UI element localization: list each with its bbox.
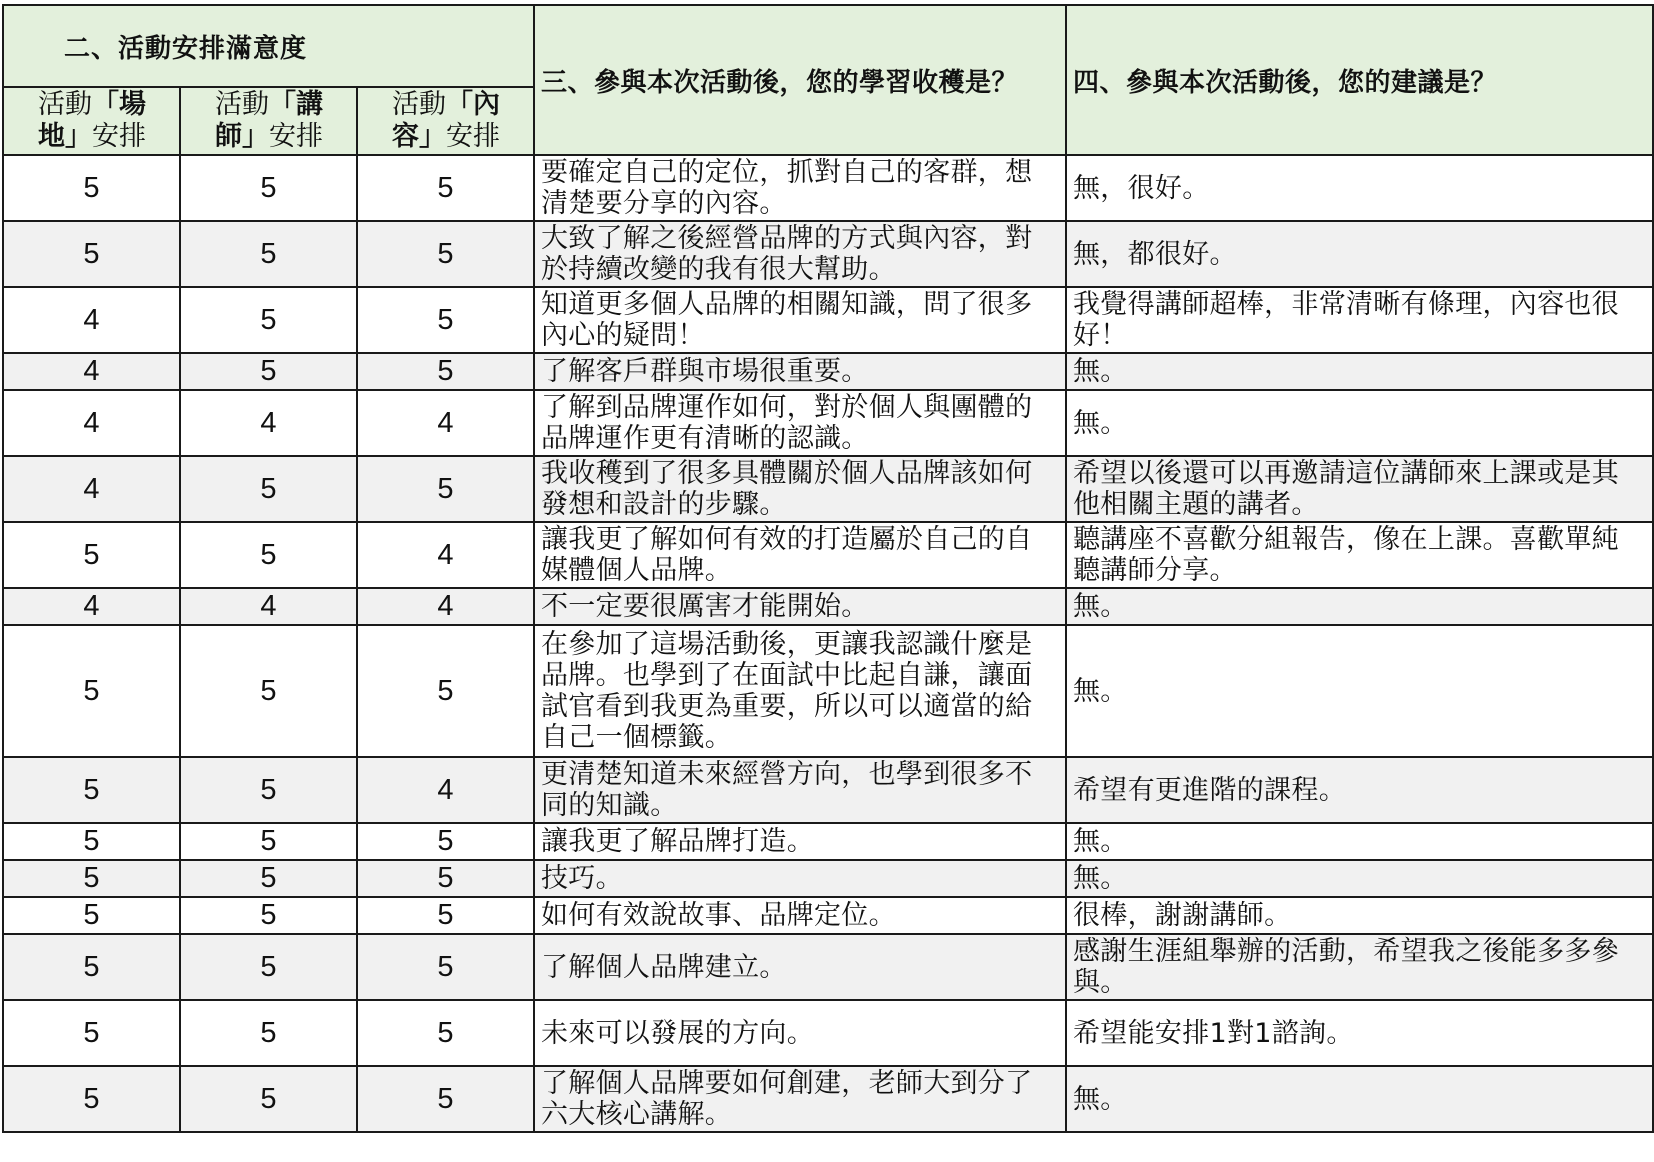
- lecturer-score-cell[interactable]: 5: [180, 757, 357, 823]
- table-row: [3, 934, 1653, 1000]
- table-row: [3, 757, 1653, 823]
- venue-score-cell[interactable]: 4: [3, 287, 180, 353]
- table-row: [3, 625, 1653, 757]
- learning-gain-cell[interactable]: 了解客戶群與市場很重要。: [534, 353, 1066, 390]
- lecturer-score-cell[interactable]: 5: [180, 155, 357, 221]
- learning-gain-cell[interactable]: 了解個人品牌建立。: [534, 934, 1066, 1000]
- learning-gain-cell[interactable]: 未來可以發展的方向。: [534, 1000, 1066, 1066]
- content-score-cell[interactable]: 5: [357, 221, 534, 287]
- content-score-cell[interactable]: 4: [357, 588, 534, 625]
- venue-score-cell[interactable]: 5: [3, 1066, 180, 1132]
- learning-gain-cell[interactable]: 讓我更了解如何有效的打造屬於自己的自媒體個人品牌。: [534, 522, 1066, 588]
- venue-score-cell[interactable]: 5: [3, 860, 180, 897]
- learning-gain-cell[interactable]: 如何有效說故事、品牌定位。: [534, 897, 1066, 934]
- suggestion-cell[interactable]: 無。: [1066, 588, 1653, 625]
- venue-score-cell[interactable]: 4: [3, 353, 180, 390]
- learning-gain-cell[interactable]: 要確定自己的定位，抓對自己的客群，想清楚要分享的內容。: [534, 155, 1066, 221]
- lecturer-score-cell[interactable]: 5: [180, 353, 357, 390]
- lecturer-score-cell[interactable]: 5: [180, 221, 357, 287]
- content-score-cell[interactable]: 5: [357, 1000, 534, 1066]
- venue-score-cell[interactable]: 5: [3, 897, 180, 934]
- table-row: [3, 456, 1653, 522]
- content-column-header[interactable]: [357, 87, 534, 155]
- lecturer-score-cell[interactable]: 5: [180, 625, 357, 757]
- venue-score-cell[interactable]: 4: [3, 588, 180, 625]
- satisfaction-group-header[interactable]: 二、活動安排滿意度: [3, 5, 534, 87]
- venue-score-cell[interactable]: 5: [3, 221, 180, 287]
- suggestion-cell[interactable]: 希望以後還可以再邀請這位講師來上課或是其他相關主題的講者。: [1066, 456, 1653, 522]
- suggestion-cell[interactable]: 聽講座不喜歡分組報告，像在上課。喜歡單純聽講師分享。: [1066, 522, 1653, 588]
- content-score-cell[interactable]: 5: [357, 287, 534, 353]
- content-score-cell[interactable]: 5: [357, 897, 534, 934]
- table-row: [3, 353, 1653, 390]
- venue-score-cell[interactable]: 5: [3, 155, 180, 221]
- venue-score-cell[interactable]: 5: [3, 757, 180, 823]
- content-header-prefix: 活動: [392, 89, 446, 120]
- table-row: [3, 897, 1653, 934]
- venue-header-suffix: 安排: [92, 121, 146, 152]
- lecturer-score-cell[interactable]: 4: [180, 390, 357, 456]
- content-score-cell[interactable]: 4: [357, 390, 534, 456]
- content-score-cell[interactable]: 5: [357, 934, 534, 1000]
- content-score-cell[interactable]: 5: [357, 456, 534, 522]
- lecturer-score-cell[interactable]: 4: [180, 588, 357, 625]
- lecturer-score-cell[interactable]: 5: [180, 287, 357, 353]
- suggestion-cell[interactable]: 無，都很好。: [1066, 221, 1653, 287]
- venue-header-prefix: 活動: [38, 89, 92, 120]
- table-row: [3, 287, 1653, 353]
- suggestion-cell[interactable]: 感謝生涯組舉辦的活動，希望我之後能多多參與。: [1066, 934, 1653, 1000]
- learning-gain-cell[interactable]: 知道更多個人品牌的相關知識，問了很多內心的疑問！: [534, 287, 1066, 353]
- suggestion-header[interactable]: 四、參與本次活動後，您的建議是？: [1066, 5, 1653, 155]
- venue-header-keyword: 「場地」: [38, 89, 146, 152]
- venue-score-cell[interactable]: 5: [3, 522, 180, 588]
- content-score-cell[interactable]: 5: [357, 353, 534, 390]
- learning-gain-cell[interactable]: 在參加了這場活動後，更讓我認識什麼是品牌。也學到了在面試中比起自謙，讓面試官看到我更為重要，所以可以適當的給自己一個標籤。: [534, 625, 1066, 757]
- table-row: [3, 588, 1653, 625]
- suggestion-cell[interactable]: 無，很好。: [1066, 155, 1653, 221]
- content-score-cell[interactable]: 5: [357, 823, 534, 860]
- lecturer-header-prefix: 活動: [215, 89, 269, 120]
- learning-gain-cell[interactable]: 更清楚知道未來經營方向，也學到很多不同的知識。: [534, 757, 1066, 823]
- suggestion-cell[interactable]: 希望能安排1對1諮詢。: [1066, 1000, 1653, 1066]
- suggestion-cell[interactable]: 無。: [1066, 823, 1653, 860]
- table-row: [3, 390, 1653, 456]
- lecturer-column-header[interactable]: [180, 87, 357, 155]
- table-row: [3, 823, 1653, 860]
- lecturer-header-suffix: 安排: [269, 121, 323, 152]
- lecturer-score-cell[interactable]: 5: [180, 934, 357, 1000]
- lecturer-score-cell[interactable]: 5: [180, 522, 357, 588]
- content-score-cell[interactable]: 5: [357, 625, 534, 757]
- learning-gain-cell[interactable]: 了解到品牌運作如何，對於個人與團體的品牌運作更有清晰的認識。: [534, 390, 1066, 456]
- lecturer-header-keyword: 「講師」: [215, 89, 323, 152]
- content-score-cell[interactable]: 4: [357, 522, 534, 588]
- lecturer-score-cell[interactable]: 5: [180, 456, 357, 522]
- survey-sheet: [2, 4, 1652, 1133]
- learning-gain-cell[interactable]: 不一定要很厲害才能開始。: [534, 588, 1066, 625]
- learning-gain-cell[interactable]: 我收穫到了很多具體關於個人品牌該如何發想和設計的步驟。: [534, 456, 1066, 522]
- lecturer-score-cell[interactable]: 5: [180, 897, 357, 934]
- suggestion-cell[interactable]: 無。: [1066, 1066, 1653, 1132]
- venue-score-cell[interactable]: 5: [3, 823, 180, 860]
- table-row: [3, 1066, 1653, 1132]
- suggestion-cell[interactable]: 無。: [1066, 860, 1653, 897]
- venue-score-cell[interactable]: 5: [3, 625, 180, 757]
- table-row: [3, 522, 1653, 588]
- table-row: [3, 860, 1653, 897]
- table-row: [3, 221, 1653, 287]
- content-header-suffix: 安排: [446, 121, 500, 152]
- venue-score-cell[interactable]: 5: [3, 1000, 180, 1066]
- suggestion-cell[interactable]: 希望有更進階的課程。: [1066, 757, 1653, 823]
- learning-gain-cell[interactable]: 了解個人品牌要如何創建，老師大到分了六大核心講解。: [534, 1066, 1066, 1132]
- content-header-keyword: 「內容」: [392, 89, 500, 152]
- suggestion-cell[interactable]: 無。: [1066, 353, 1653, 390]
- learning-gain-header[interactable]: 三、參與本次活動後，您的學習收穫是？: [534, 5, 1066, 155]
- content-score-cell[interactable]: 5: [357, 155, 534, 221]
- lecturer-score-cell[interactable]: 5: [180, 860, 357, 897]
- learning-gain-cell[interactable]: 大致了解之後經營品牌的方式與內容，對於持續改變的我有很大幫助。: [534, 221, 1066, 287]
- lecturer-score-cell[interactable]: 5: [180, 1000, 357, 1066]
- content-score-cell[interactable]: 5: [357, 1066, 534, 1132]
- learning-gain-cell[interactable]: 讓我更了解品牌打造。: [534, 823, 1066, 860]
- venue-score-cell[interactable]: 5: [3, 934, 180, 1000]
- suggestion-cell[interactable]: 無。: [1066, 390, 1653, 456]
- suggestion-cell[interactable]: 無。: [1066, 625, 1653, 757]
- suggestion-cell[interactable]: 很棒，謝謝講師。: [1066, 897, 1653, 934]
- table-row: [3, 155, 1653, 221]
- venue-column-header[interactable]: [3, 87, 180, 155]
- venue-score-cell[interactable]: 4: [3, 390, 180, 456]
- learning-gain-cell[interactable]: 技巧。: [534, 860, 1066, 897]
- lecturer-score-cell[interactable]: 5: [180, 1066, 357, 1132]
- content-score-cell[interactable]: 4: [357, 757, 534, 823]
- lecturer-score-cell[interactable]: 5: [180, 823, 357, 860]
- venue-score-cell[interactable]: 4: [3, 456, 180, 522]
- suggestion-cell[interactable]: 我覺得講師超棒，非常清晰有條理，內容也很好！: [1066, 287, 1653, 353]
- table-row: [3, 1000, 1653, 1066]
- content-score-cell[interactable]: 5: [357, 860, 534, 897]
- survey-table: [2, 4, 1654, 1133]
